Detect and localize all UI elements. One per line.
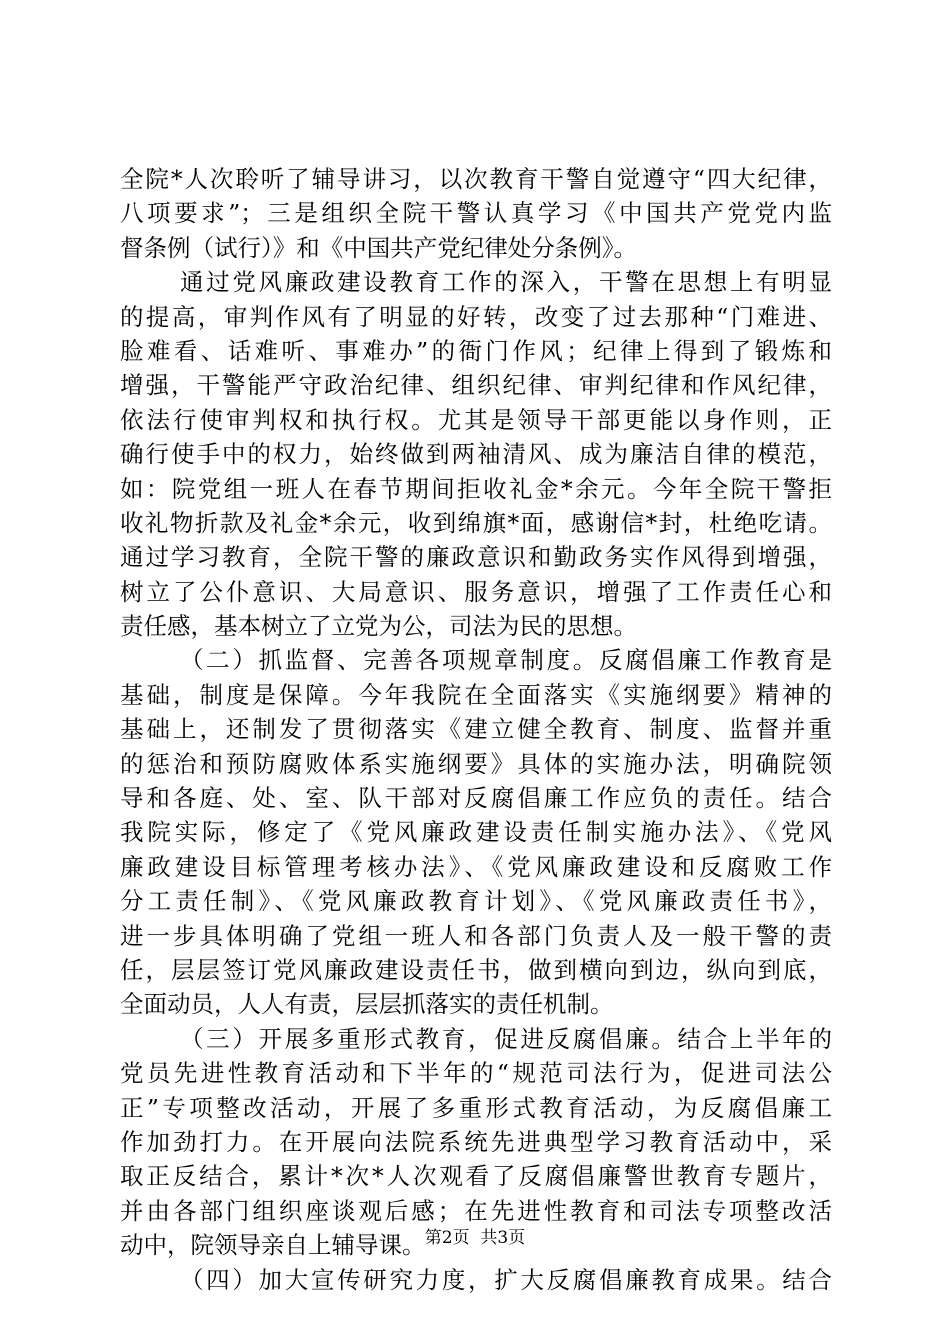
text-line: 正”专项整改活动，开展了多重形式教育活动，为反腐倡廉工 — [120, 1093, 832, 1122]
text-line: 并由各部门组织座谈观后感；在先进性教育和司法专项整改活 — [120, 1196, 832, 1225]
text-line: 树立了公仆意识、大局意识、服务意识，增强了工作责任心和 — [120, 577, 832, 606]
text-line: 基础上，还制发了贯彻落实《建立健全教育、制度、监督并重 — [120, 715, 832, 744]
paragraph-first-line: （三）开展多重形式教育，促进反腐倡廉。结合上半年的 — [180, 1024, 832, 1053]
text-line: 党员先进性教育活动和下半年的“规范司法行为，促进司法公 — [120, 1059, 832, 1088]
text-line: 动中，院领导亲自上辅导课。 — [120, 1231, 426, 1260]
text-line: 全院*人次聆听了辅导讲习，以次教育干警自觉遵守“四大纪律， — [120, 165, 832, 193]
page-footer: 第2页 共3页 — [424, 1228, 526, 1248]
paragraph-first-line: 通过党风廉政建设教育工作的深入，干警在思想上有明显 — [180, 268, 832, 297]
text-line: 督条例（试行）》和《中国共产党纪律处分条例》。 — [120, 233, 637, 262]
text-line: 全面动员，人人有责，层层抓落实的责任机制。 — [120, 990, 614, 1019]
text-line: 作加劲打力。在开展向法院系统先进典型学习教育活动中，采 — [120, 1127, 832, 1156]
text-line: 导和各庭、处、室、队干部对反腐倡廉工作应负的责任。结合 — [120, 784, 832, 813]
text-line: 脸难看、话难听、事难办”的衙门作风；纪律上得到了锻炼和 — [120, 336, 832, 365]
text-line: 进一步具体明确了党组一班人和各部门负责人及一般干警的责 — [120, 921, 832, 950]
text-line: 八项要求”；三是组织全院干警认真学习《中国共产党党内监 — [120, 199, 832, 228]
text-line: 增强，干警能严守政治纪律、组织纪律、审判纪律和作风纪律， — [120, 371, 832, 400]
text-line: 基础，制度是保障。今年我院在全面落实《实施纲要》精神的 — [120, 680, 832, 709]
text-line: 的惩治和预防腐败体系实施纲要》具体的实施办法，明确院领 — [120, 749, 832, 778]
text-line: 收礼物折款及礼金*余元，收到绵旗*面，感谢信*封，杜绝吃请。 — [120, 508, 832, 537]
text-line: 确行使手中的权力，始终做到两袖清风、成为廉洁自律的模范， — [120, 440, 832, 469]
text-line: 我院实际，修定了《党风廉政建设责任制实施办法》、《党风 — [120, 818, 832, 847]
paragraph-first-line: （四）加大宣传研究力度，扩大反腐倡廉教育成果。结合 — [180, 1265, 832, 1294]
text-line: 任，层层签订党风廉政建设责任书，做到横向到边，纵向到底， — [120, 955, 832, 984]
paragraph-first-line: （二）抓监督、完善各项规章制度。反腐倡廉工作教育是 — [180, 646, 832, 675]
text-line: 分工责任制》、《党风廉政教育计划》、《党风廉政责任书》， — [120, 887, 832, 916]
text-line: 责任感，基本树立了立党为公，司法为民的思想。 — [120, 612, 637, 641]
text-line: 通过学习教育，全院干警的廉政意识和勤政务实作风得到增强， — [120, 543, 832, 572]
text-line: 的提高，审判作风有了明显的好转，改变了过去那种“门难进、 — [120, 302, 832, 331]
text-line: 如：院党组一班人在春节期间拒收礼金*余元。今年全院干警拒 — [120, 474, 832, 503]
document-body — [120, 162, 832, 1297]
text-line: 取正反结合，累计*次*人次观看了反腐倡廉警世教育专题片， — [120, 1162, 832, 1191]
text-line: 依法行使审判权和执行权。尤其是领导干部更能以身作则，正 — [120, 405, 832, 434]
text-line: 廉政建设目标管理考核办法》、《党风廉政建设和反腐败工作 — [120, 852, 832, 881]
